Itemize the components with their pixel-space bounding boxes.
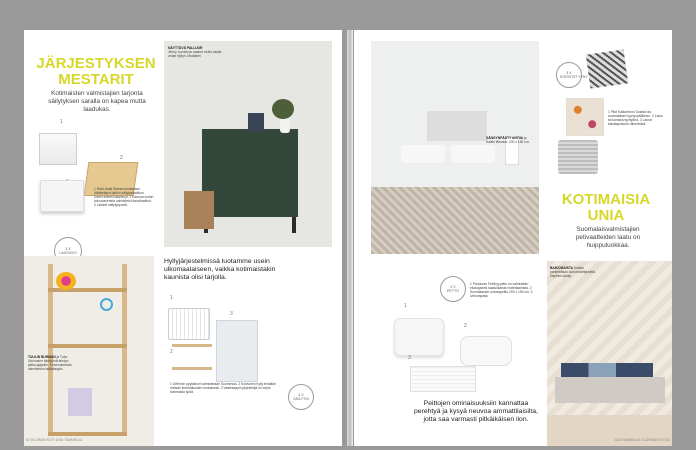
cabinet-caption-heading: NÄYTTÄVÄ PALLUUR (168, 46, 203, 50)
shelves-caption: 1 Orthexin pyykkikori valmistetaan Suomessa. 2 Koivuinen hylly tehdään metsän kiertotalouden mukaisesti. 3 Vaatekaapin järjestelijä on myös kotimaista työtä. (170, 382, 276, 395)
boxes-caption: 1 Ricki-Matti Raiban lautalaisen Näätteiäpin bäkön säilytyslaatikon. Dolen asteet kaksilevyt. 2 Kainuun koturi koivuvanerista valmistetut kansilaatikot. 3 Lasiset säilytyspurkit. (94, 187, 154, 208)
right-title: KOTIMAISIA UNIA (561, 191, 651, 224)
box-number-2: 2 (120, 155, 123, 161)
sofa-caption (550, 266, 596, 278)
pillow-image (401, 145, 445, 163)
duvet-image (394, 318, 444, 356)
left-title: JÄRJESTYKSEN MESTARIT (36, 55, 156, 88)
tool-rack-caption-heading: TUULIN BURMAN (28, 355, 56, 359)
laundry-basket-image (168, 308, 210, 340)
shelf-number-2: 2 (170, 349, 173, 355)
cabinet-caption (168, 46, 228, 58)
right-intro: Suomalaisvalmistajien petivaatteiden laatu on huippuluokkaa. (575, 226, 641, 249)
patterned-pillow-image (586, 50, 628, 89)
bed-caption-body: ja Kaikki lähiosat, 200 x 160 cm. (486, 136, 530, 145)
shelf-number-1: 1 (170, 295, 173, 301)
tool-rack-photo (24, 256, 154, 446)
left-page (24, 30, 342, 446)
box-count-label: 3 X LAATIKKO (59, 246, 77, 255)
sofa-caption-body: Kaldun parkettitaulu koivunvärityksellä. Daybed-sänky. (550, 266, 596, 279)
left-footer: 62 GLORIAN KOTI 2016 TAMMIKUU (26, 438, 83, 442)
white-storage-box-image (40, 180, 84, 212)
headboard-image (427, 111, 487, 141)
flowers-image (56, 272, 76, 290)
bedding-number-3: 3 (408, 355, 411, 361)
wooden-shelf-image (172, 344, 212, 370)
cabinet-caption-body: Jenny Lundia on saanut mulla vaalla oman hyllyn. Muitabrin (168, 50, 222, 59)
cabinet-image (202, 129, 298, 217)
pillow-image-2 (451, 145, 495, 163)
tape-roll-image (100, 298, 113, 311)
shelf-count-label: 3 X SÄILYTIN (293, 392, 309, 401)
bedding-number-2: 2 (464, 323, 467, 329)
tool-rack-caption-body: ja Tuhu Utuhusien käsityönä tehdyn jakka-ajajakin. Koivuvanerista valmistetun taittokaapin. (28, 355, 72, 372)
magazine-files-image (184, 191, 214, 229)
right-page (354, 30, 672, 446)
pillow-insert-image (460, 336, 512, 366)
bedding-caption: 1 Pandoran Feeling-pelto on valmistettu ekologisesti laadukkaista materiaaleista. 2 Suomalainen untuvapeitto 200 x 150 cm. 3 Untuvapatja. (470, 282, 533, 299)
sofa-photo (547, 261, 672, 446)
basket-image (68, 388, 92, 416)
grey-pillow-image (558, 140, 598, 174)
rack-shelf-2 (48, 344, 127, 348)
pillows-caption: 1 Pike Kalkonrbon Dolaski da suomalaisen tyynynpäällinen. 2 Laulu tai kanissa tyynyliina. 3 Laivun kaislaajostoos rähmäristä. (608, 110, 663, 127)
spine-gutter (347, 30, 353, 446)
bed-caption-heading: SÄNGYNPÄÄTY ANTIIA (486, 136, 524, 140)
daybed-image (555, 377, 665, 403)
shelf-count-badge (288, 384, 314, 410)
plant-image (272, 99, 294, 119)
wardrobe-organizer-image (216, 320, 258, 382)
cabinet-leg-right (292, 217, 296, 233)
shelves-headline: Hyllyjärjestelmissä luotamme usein ulkomaalaiseen, vaikka kotimaistakin kaunista olisi tarjolla. (164, 258, 276, 282)
cabinet-photo (164, 41, 332, 247)
bedding-number-1: 1 (404, 303, 407, 309)
floral-pillow-image (566, 98, 604, 136)
bedding-headline: Peittojen ominaisuuksiin kannattaa perehtyä ja kysyä neuvoa ammattilaisilta, jotta saa varmasti pitkäikäisen ilon. (414, 400, 538, 424)
bedroom-photo (371, 41, 539, 254)
pillow-count-label: 3 X KORISTETYYNY (560, 70, 588, 79)
pillow-count-badge (556, 62, 588, 88)
bedding-count-label: 3 X PETTO (447, 284, 459, 293)
wall-picture-image (248, 113, 264, 131)
left-intro: Kotimaisten valmistajien tarjonta säilytyksen saralla on kapea mutta laadukas. (48, 90, 146, 113)
tool-rack-caption (28, 355, 76, 371)
sofa-caption-heading: BAIKOMAISTA (550, 266, 574, 270)
shelf-number-3: 3 (230, 311, 233, 317)
vase-image (280, 117, 290, 133)
bedding-count-badge (440, 276, 466, 302)
knitted-blanket-image (371, 187, 539, 254)
box-number-1: 1 (60, 119, 63, 125)
rack-shelf-3 (48, 432, 127, 436)
bed-caption (486, 136, 534, 144)
mattress-topper-image (410, 366, 476, 392)
daybed-cushions-image (561, 363, 653, 377)
glass-box-image (39, 133, 77, 165)
right-footer: 2016 TAMMIKUU GLORIAN KOTI 63 (613, 438, 670, 442)
